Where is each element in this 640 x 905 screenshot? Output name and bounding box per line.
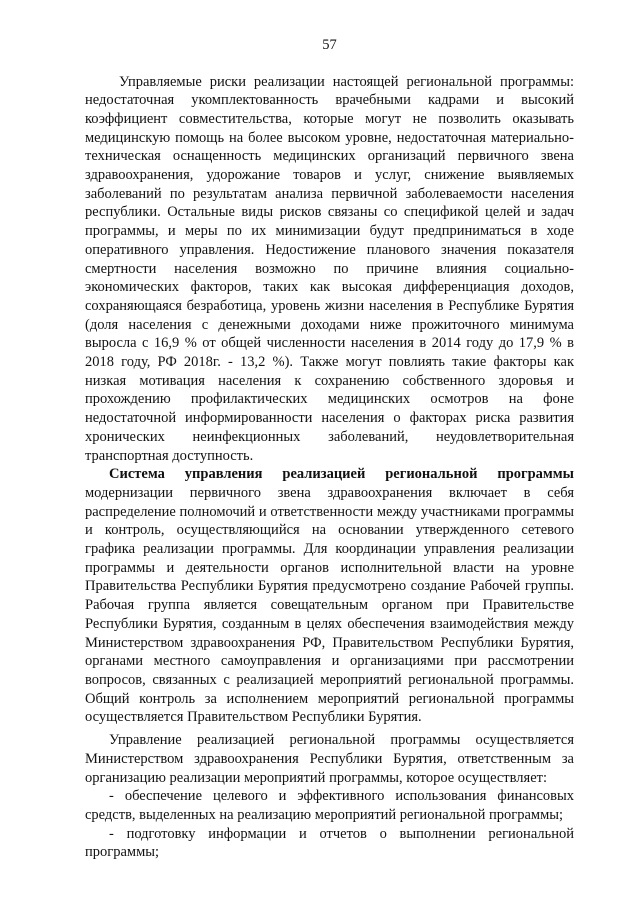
page-number: 57 <box>322 37 337 53</box>
paragraph-lead-bold: Система управления реализацией региональной программы <box>109 466 574 483</box>
paragraph-body: модернизации первичного звена здравоохранения включает в себя распределение полномочий и ответственности между участниками программы и контроль, осуществляющийся на основании утвержденного сетевого графика реализации программы. Для координации управления реализации программы и деятельности органов исполнительной власти на уровне Правительства Республики Бурятия предусмотрено создание Рабочей группы. Рабочая группа является совещательным органом при Правительстве Республики Бурятия, созданным в целях обеспечения взаимодействия между Министерством здравоохранения РФ, Правительством Республики Бурятия, органами местного самоуправления и организациями при рассмотрении вопросов, связанных с реализацией мероприятий региональной программы. Общий контроль за исполнением мероприятий региональной программы осуществляется Правительством Республики Бурятия. <box>85 484 574 726</box>
paragraph-management-system <box>85 465 574 727</box>
list-item-funding: - обеспечение целевого и эффективного использования финансовых средств, выделенных на реализацию мероприятий региональной программы; <box>85 788 574 823</box>
paragraph-ministry-role: Управление реализацией региональной программы осуществляется Министерством здравоохранения Республики Бурятия, ответственным за организацию реализации мероприятий программы, которое осуществляет: <box>85 732 574 786</box>
list-item-reporting: - подготовку информации и отчетов о выполнении региональной программы; <box>85 825 574 861</box>
paragraph-managed-risks: Управляемые риски реализации настоящей региональной программы: недостаточная укомплектованность врачебными кадрами и высокий коэффициент совместительства, которые могут не позволить оказывать медицинскую помощь на более высоком уровне, недостаточная материально-техническая оснащенность медицинских организаций первичного звена здравоохранения, удорожание товаров и услуг, снижение выявляемых заболеваний по результатам анализа первичной заболеваемости населения республики. Остальные виды рисков связаны со спецификой целей и задач программы, и меры по их минимизации будут предприниматься в ходе оперативного управления. Недостижение планового значения показателя смертности населения возможно по причине влияния социально-экономических факторов, таких как высокая дифференциация доходов, сохраняющаяся безработица, уровень жизни населения в Республике Бурятия (доля населения с денежными доходами ниже прожиточного минимума выросла с 16,9 % от общей численности населения в 2014 году до 17,9 % в 2018 году, РФ 2018г. - 13,2 %). Также могут повлиять такие факторы как низкая мотивация населения к сохранению собственного здоровья и прохождению профилактических медицинских осмотров на фоне недостаточной информированности населения о факторах риска развития хронических неинфекционных заболеваний, неудовлетворительная транспортная доступность. <box>85 73 574 464</box>
